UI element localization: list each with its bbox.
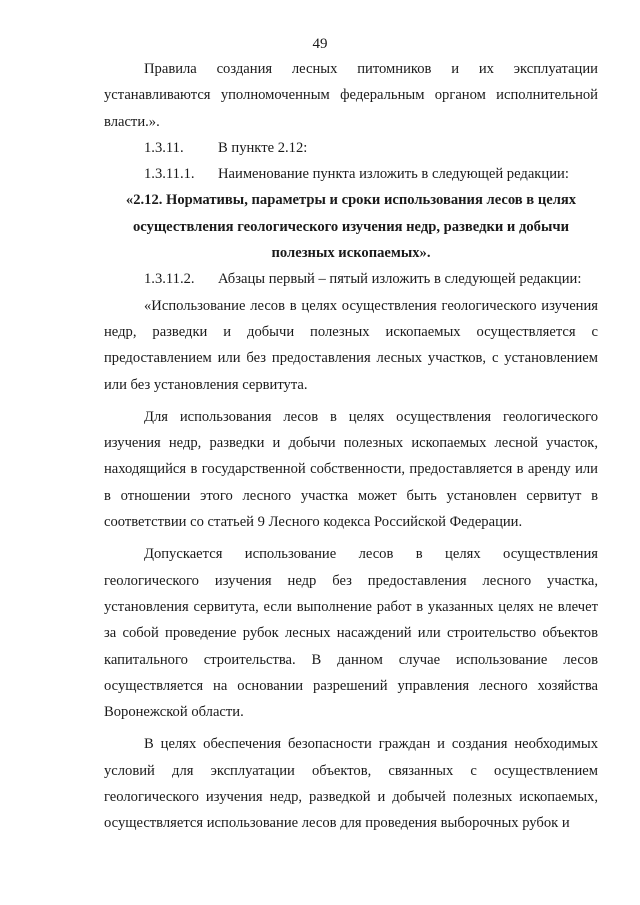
section-heading: «2.12. Нормативы, параметры и сроки использования лесов в целях осуществления геологического изучения недр, разведки и добычи полезных ископаемых». xyxy=(125,192,577,262)
paragraph-4: В целях обеспечения безопасности граждан и создания необходимых условий для эксплуатации объектов, связанных с осуществлением геологического изучения недр, разведкой и добычей полезных ископаемых, осуществляется использование лесов для проведения выборочных рубок и xyxy=(104,736,598,832)
item-number: 1.3.11.1. xyxy=(144,166,195,183)
item-number: 1.3.11. xyxy=(144,139,184,156)
item-text: В пункте 2.12: xyxy=(218,139,308,156)
list-item-1-3-11-1 xyxy=(104,161,598,187)
document-body xyxy=(104,56,598,837)
list-item-1-3-11-2 xyxy=(104,266,598,292)
page-number: 49 xyxy=(312,36,328,52)
item-text: Наименование пункта изложить в следующей редакции: xyxy=(218,166,569,183)
item-number: 1.3.11.2. xyxy=(144,271,195,288)
intro-paragraph: Правила создания лесных питомников и их эксплуатации устанавливаются уполномоченным федеральным органом исполнительной власти.». xyxy=(104,61,598,130)
list-item-1-3-11 xyxy=(104,135,598,161)
paragraph-1: «Использование лесов в целях осуществления геологического изучения недр, разведки и добычи полезных ископаемых осуществляется с предоставлением или без предоставления лесных участков, с установлением или без установления сервитута. xyxy=(104,297,598,393)
paragraph-3: Допускается использование лесов в целях осуществления геологического изучения недр без предоставления лесного участка, установления сервитута, если выполнение работ в указанных целях не влечет за собой проведение рубок лесных насаждений или строительство объектов капитального строительства. В данном случае использование лесов осуществляется на основании разрешений управления лесного хозяйства Воронежской области. xyxy=(104,546,598,721)
item-text: Абзацы первый – пятый изложить в следующей редакции: xyxy=(218,271,582,288)
paragraph-2: Для использования лесов в целях осуществления геологического изучения недр, разведки и добычи полезных ископаемых лесной участок, находящийся в государственной собственности, предоставляется в аренду или в отношении этого лесного участка может быть установлен сервитут в соответствии со статьей 9 Лесного кодекса Российской Федерации. xyxy=(104,408,598,531)
